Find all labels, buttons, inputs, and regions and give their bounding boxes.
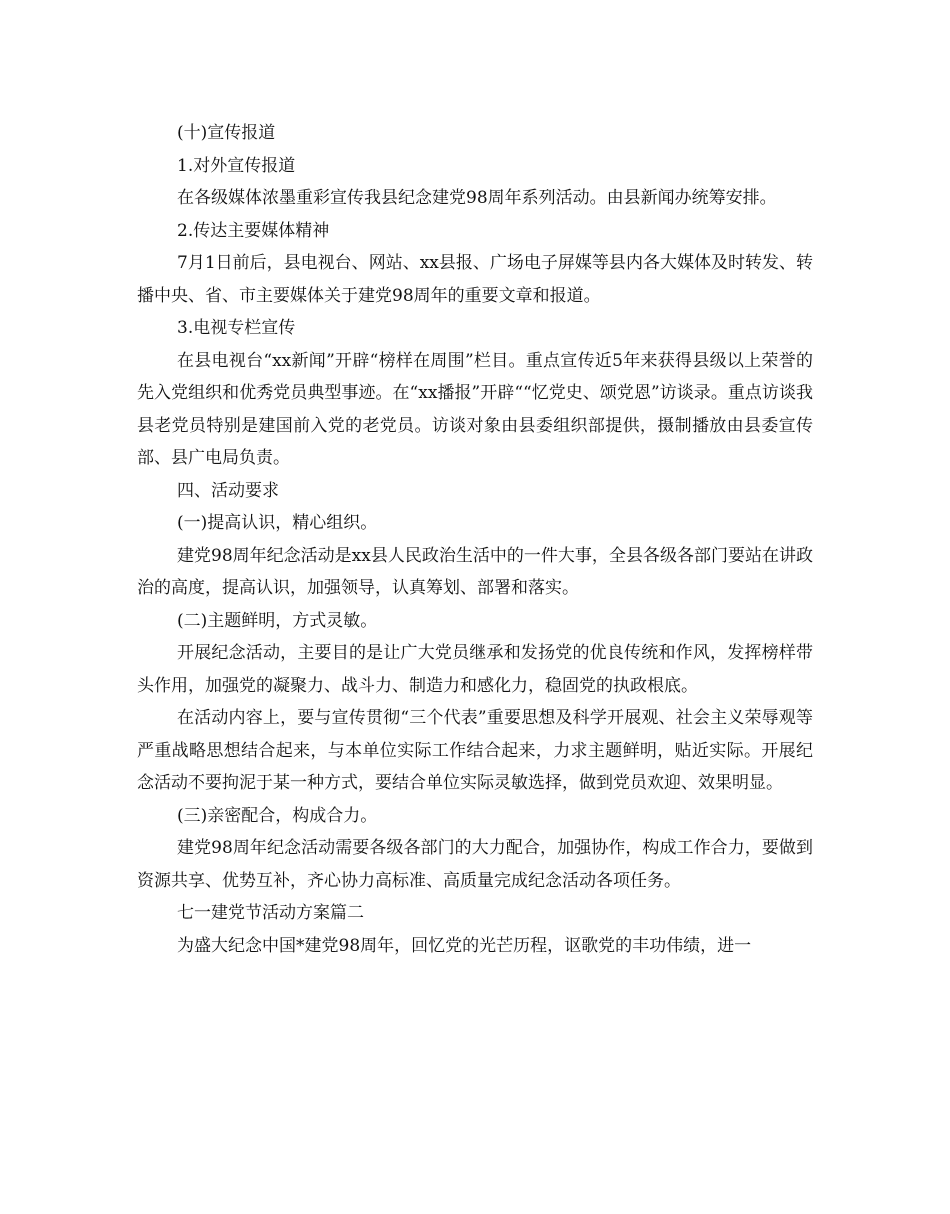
subheading-external-publicity: 1.对外宣传报道 xyxy=(177,155,296,176)
paragraph-july-first: 7月1日前后，县电视台、网站、xx县报、广场电子屏媒等县内各大媒体及时转发、转播中央、省、市主要媒体关于建党98周年的重要文章和报道。 xyxy=(137,253,813,306)
subheading-raise-awareness: (一)提高认识，精心组织。 xyxy=(177,513,378,533)
section-heading-requirements: 四、活动要求 xyxy=(177,480,279,501)
heading-plan-two: 七一建党节活动方案篇二 xyxy=(177,903,364,923)
paragraph-raise-awareness: 建党98周年纪念活动是xx县人民政治生活中的一件大事，全县各级各部门要站在讲政治的高度，提高认识，加强领导，认真筹划、部署和落实。 xyxy=(137,545,813,598)
document-body xyxy=(137,117,813,962)
paragraph-tv-column: 在县电视台“xx新闻”开辟“榜样在周围”栏目。重点宣传近5年来获得县级以上荣誉的先入党组织和优秀党员典型事迹。在“xx播报”开辟““忆党史、颂党恩”访谈录。重点访谈我县老党员特别是建国前入党的老党员。访谈对象由县委组织部提供，摄制播放由县委宣传部、县广电局负责。 xyxy=(137,350,813,468)
paragraph-cooperation: 建党98周年纪念活动需要各级各部门的大力配合，加强协作，构成工作合力，要做到资源共享、优势互补，齐心协力高标准、高质量完成纪念活动各项任务。 xyxy=(137,838,813,891)
subheading-tv-column: 3.电视专栏宣传 xyxy=(177,318,296,338)
paragraph-plan-two-intro: 为盛大纪念中国*建党98周年，回忆党的光芒历程，讴歌党的丰功伟绩，进一 xyxy=(177,935,752,956)
paragraph-media-publicity: 在各级媒体浓墨重彩宣传我县纪念建党98周年系列活动。由县新闻办统筹安排。 xyxy=(177,188,777,208)
subheading-clear-theme: (二)主题鲜明，方式灵敏。 xyxy=(177,610,378,631)
section-heading-publicity: (十)宣传报道 xyxy=(177,123,276,143)
subheading-convey-media-spirit: 2.传达主要媒体精神 xyxy=(177,220,330,241)
paragraph-activity-content: 在活动内容上，要与宣传贯彻“三个代表”重要思想及科学开展观、社会主义荣辱观等严重战略思想结合起来，与本单位实际工作结合起来，力求主题鲜明，贴近实际。开展纪念活动不要拘泥于某一种方式，要结合单位实际灵敏选择，做到党员欢迎、效果明显。 xyxy=(137,708,813,793)
subheading-cooperation: (三)亲密配合，构成合力。 xyxy=(177,805,378,826)
paragraph-activity-purpose: 开展纪念活动，主要目的是让广大党员继承和发扬党的优良传统和作风，发挥榜样带头作用，加强党的凝聚力、战斗力、制造力和感化力，稳固党的执政根底。 xyxy=(137,643,813,696)
